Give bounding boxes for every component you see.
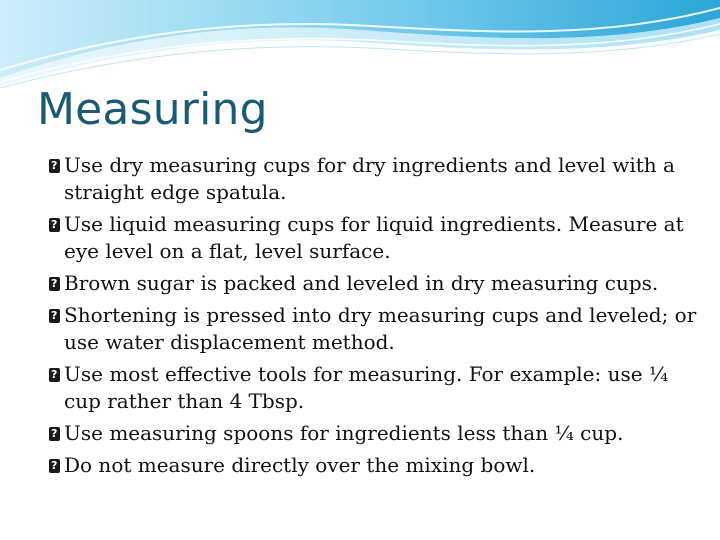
- slide-title: Measuring: [37, 84, 268, 135]
- bullet-item: [47, 452, 697, 479]
- bullet-list: [47, 152, 697, 484]
- bullet-marker-icon: [47, 361, 63, 388]
- bullet-item: [47, 361, 697, 415]
- bullet-text: Use most effective tools for measuring. For example: use ¼ cup rather than 4 Tbsp.: [64, 362, 669, 413]
- bullet-text: Do not measure directly over the mixing bowl.: [64, 453, 536, 477]
- bullet-item: [47, 152, 697, 206]
- bullet-marker-icon: [47, 270, 63, 297]
- bullet-text: Use dry measuring cups for dry ingredients and level with a straight edge spatula.: [64, 153, 675, 204]
- bullet-marker-icon: [47, 302, 63, 329]
- bullet-marker-icon: [47, 452, 63, 479]
- bullet-text: Shortening is pressed into dry measuring cups and leveled; or use water displacement method.: [64, 303, 697, 354]
- bullet-text: Use liquid measuring cups for liquid ingredients. Measure at eye level on a flat, level surface.: [64, 212, 684, 263]
- bullet-item: [47, 270, 697, 297]
- bullet-text: Use measuring spoons for ingredients less than ¼ cup.: [64, 421, 624, 445]
- bullet-item: [47, 211, 697, 265]
- bullet-text: Brown sugar is packed and leveled in dry measuring cups.: [64, 271, 659, 295]
- bullet-marker-icon: [47, 152, 63, 179]
- bullet-marker-icon: [47, 211, 63, 238]
- bullet-item: [47, 420, 697, 447]
- bullet-item: [47, 302, 697, 356]
- bullet-marker-icon: [47, 420, 63, 447]
